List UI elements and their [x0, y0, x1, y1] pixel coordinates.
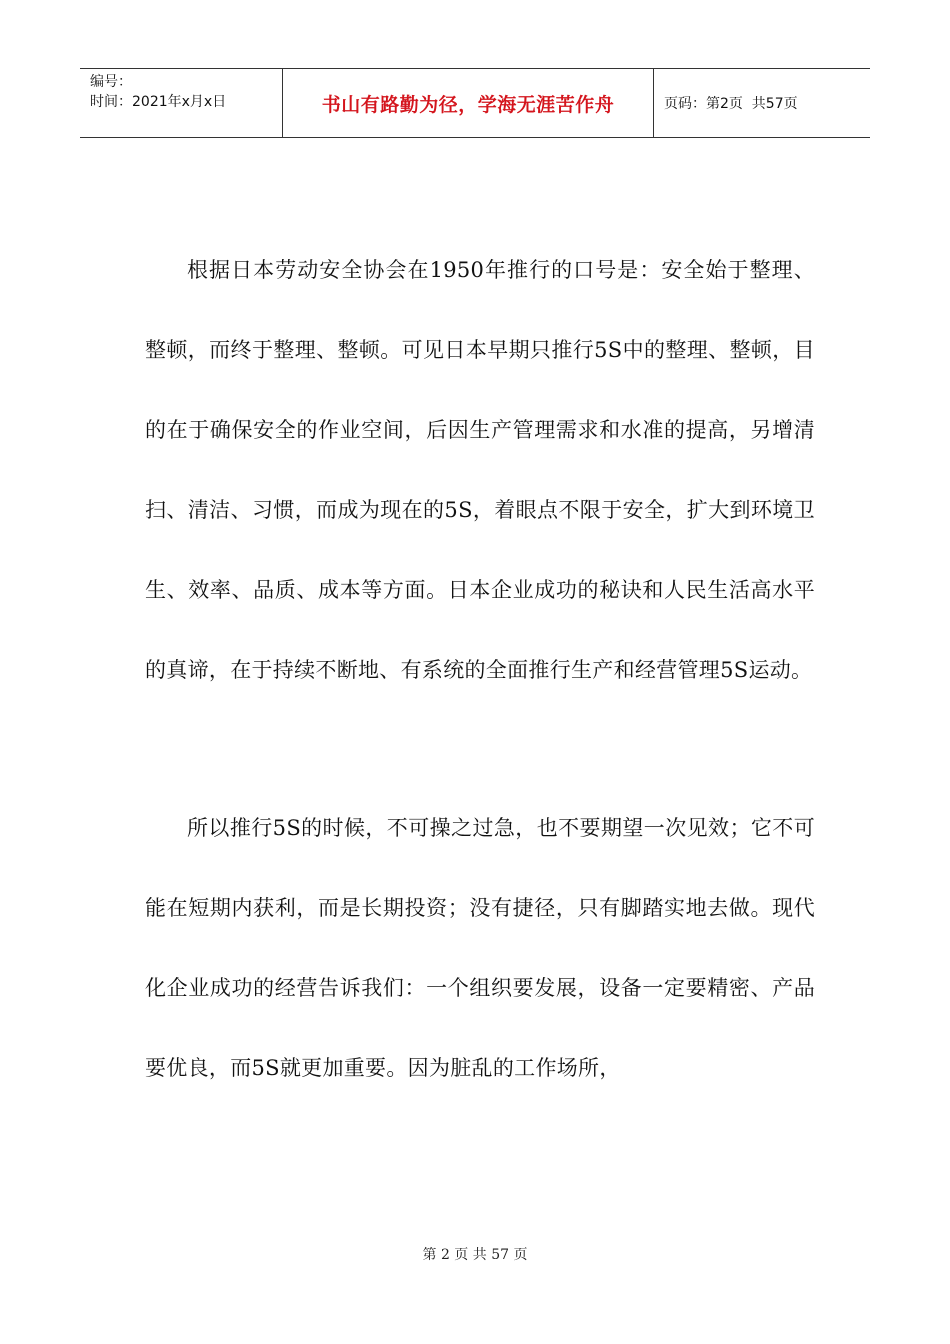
page-footer: 第 2 页 共 57 页 [422, 1247, 528, 1263]
document-time-label: 时间：2021年x月x日 [90, 94, 227, 110]
header-meta [80, 69, 282, 137]
header-page-info [654, 69, 870, 137]
page-header [80, 68, 870, 138]
body-paragraph-1: 根据日本劳动安全协会在1950年推行的口号是：安全始于整理、整顿，而终于整理、整顿。可见日本早期只推行5S中的整理、整顿，目的在于确保安全的作业空间，后因生产管理需求和水准的提高，另增清扫、清洁、习惯，而成为现在的5S，着眼点不限于安全，扩大到环境卫生、效率、品质、成本等方面。日本企业成功的秘诀和人民生活高水平的真谛，在于持续不断地、有系统的全面推行生产和经营管理5S运动。 [145, 258, 815, 682]
header-page-label: 页码：第2页 共57页 [664, 96, 798, 112]
body-paragraph-2: 所以推行5S的时候，不可操之过急，也不要期望一次见效；它不可能在短期内获利，而是长期投资；没有捷径，只有脚踏实地去做。现代化企业成功的经营告诉我们：一个组织要发展，设备一定要精密、产品要优良，而5S就更加重要。因为脏乱的工作场所， [145, 816, 815, 1080]
header-motto [282, 69, 654, 137]
document-number-label: 编号： [90, 74, 132, 90]
motto-text: 书山有路勤为径，学海无涯苦作舟 [321, 93, 615, 116]
document-body [145, 230, 815, 1108]
